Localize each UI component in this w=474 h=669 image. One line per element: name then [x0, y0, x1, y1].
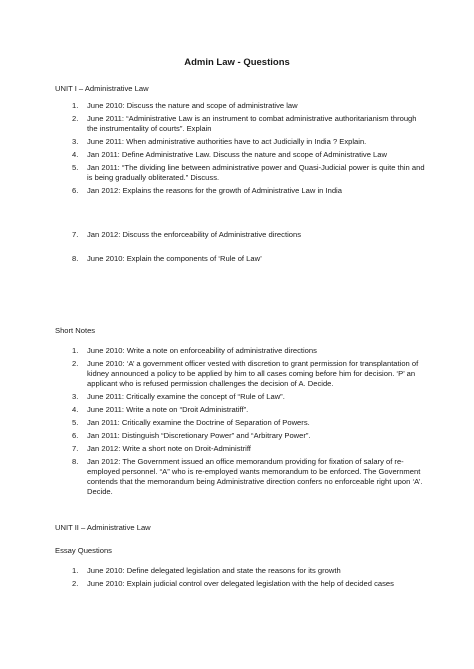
list-item	[55, 457, 425, 497]
list-item	[55, 150, 425, 160]
short-notes-heading: Short Notes	[55, 326, 96, 335]
item-text: Jan 2012: Write a short note on Droit-Administriff	[87, 444, 251, 453]
item-number: 3.	[72, 392, 79, 401]
item-text: Jan 2011: Define Administrative Law. Discuss the nature and scope of Administrative Law	[87, 150, 387, 159]
list-item	[55, 359, 425, 389]
list-item	[55, 579, 425, 589]
list-item	[55, 114, 425, 134]
item-text: Jan 2012: Explains the reasons for the growth of Administrative Law in India	[87, 186, 342, 195]
list-item	[55, 254, 425, 264]
list-item	[55, 230, 425, 240]
page-title: Admin Law - Questions	[184, 57, 290, 68]
unit1-question-list-8	[55, 254, 425, 267]
item-text: June 2011: When administrative authorities have to act Judicially in India ? Explain.	[87, 137, 367, 146]
short-notes-list	[55, 346, 425, 500]
item-number: 6.	[72, 431, 79, 440]
item-number: 5.	[72, 163, 79, 172]
item-number: 8.	[72, 457, 79, 466]
item-number: 1.	[72, 101, 79, 110]
list-item	[55, 431, 425, 441]
item-text: Jan 2011: Critically examine the Doctrine of Separation of Powers.	[87, 418, 310, 427]
unit2-heading: UNIT II – Administrative Law	[55, 523, 151, 532]
item-number: 8.	[72, 254, 79, 263]
essay-question-list	[55, 566, 425, 592]
essay-questions-heading: Essay Questions	[55, 546, 112, 555]
item-number: 5.	[72, 418, 79, 427]
item-text: June 2010: Define delegated legislation and state the reasons for its growth	[87, 566, 341, 575]
item-text: Jan 2011: Distinguish “Discretionary Power” and “Arbitrary Power”.	[87, 431, 311, 440]
item-number: 2.	[72, 114, 79, 123]
item-text: Jan 2011: “The dividing line between administrative power and Quasi-Judicial power is quite thin and is being gradually obliterated.” Discuss.	[87, 163, 425, 182]
item-number: 2.	[72, 579, 79, 588]
list-item	[55, 137, 425, 147]
list-item	[55, 101, 425, 111]
item-text: June 2010: Explain the components of ‘Rule of Law’	[87, 254, 262, 263]
list-item	[55, 392, 425, 402]
item-text: June 2011: Write a note on “Droit Administratiff”.	[87, 405, 249, 414]
item-text: Jan 2012: The Government issued an office memorandum providing for fixation of salary of re-employed personnel. “A” who is re-employed wants memorandum to be enforced. The Government contends that the memorandum being Administrative direction confers no enforceable right upon ‘A’. Decide.	[87, 457, 423, 496]
item-text: June 2010: Explain judicial control over delegated legislation with the help of decided cases	[87, 579, 394, 588]
item-text: June 2010: ‘A’ a government officer vested with discretion to grant permission for transplantation of kidney announced a policy to be applied by him to all cases coming before him for decision. ‘P’ an applicant who is refused permission challenges the decision of A. Decide.	[87, 359, 419, 388]
item-number: 7.	[72, 230, 79, 239]
list-item	[55, 163, 425, 183]
list-item	[55, 444, 425, 454]
list-item	[55, 418, 425, 428]
unit1-question-list-7	[55, 230, 425, 243]
list-item	[55, 346, 425, 356]
item-text: June 2010: Write a note on enforceability of administrative directions	[87, 346, 317, 355]
unit1-question-list	[55, 101, 425, 199]
item-text: June 2011: “Administrative Law is an instrument to combat administrative authoritarianism through the instrumentality of courts”. Explain	[87, 114, 417, 133]
list-item	[55, 566, 425, 576]
item-number: 6.	[72, 186, 79, 195]
item-number: 1.	[72, 566, 79, 575]
unit1-heading: UNIT I – Administrative Law	[55, 84, 149, 93]
item-number: 4.	[72, 405, 79, 414]
item-number: 3.	[72, 137, 79, 146]
item-text: June 2010: Discuss the nature and scope of administrative law	[87, 101, 298, 110]
item-number: 7.	[72, 444, 79, 453]
list-item	[55, 186, 425, 196]
item-number: 4.	[72, 150, 79, 159]
item-text: Jan 2012: Discuss the enforceability of Administrative directions	[87, 230, 301, 239]
item-text: June 2011: Critically examine the concept of “Rule of Law”.	[87, 392, 285, 401]
list-item	[55, 405, 425, 415]
item-number: 2.	[72, 359, 79, 368]
item-number: 1.	[72, 346, 79, 355]
